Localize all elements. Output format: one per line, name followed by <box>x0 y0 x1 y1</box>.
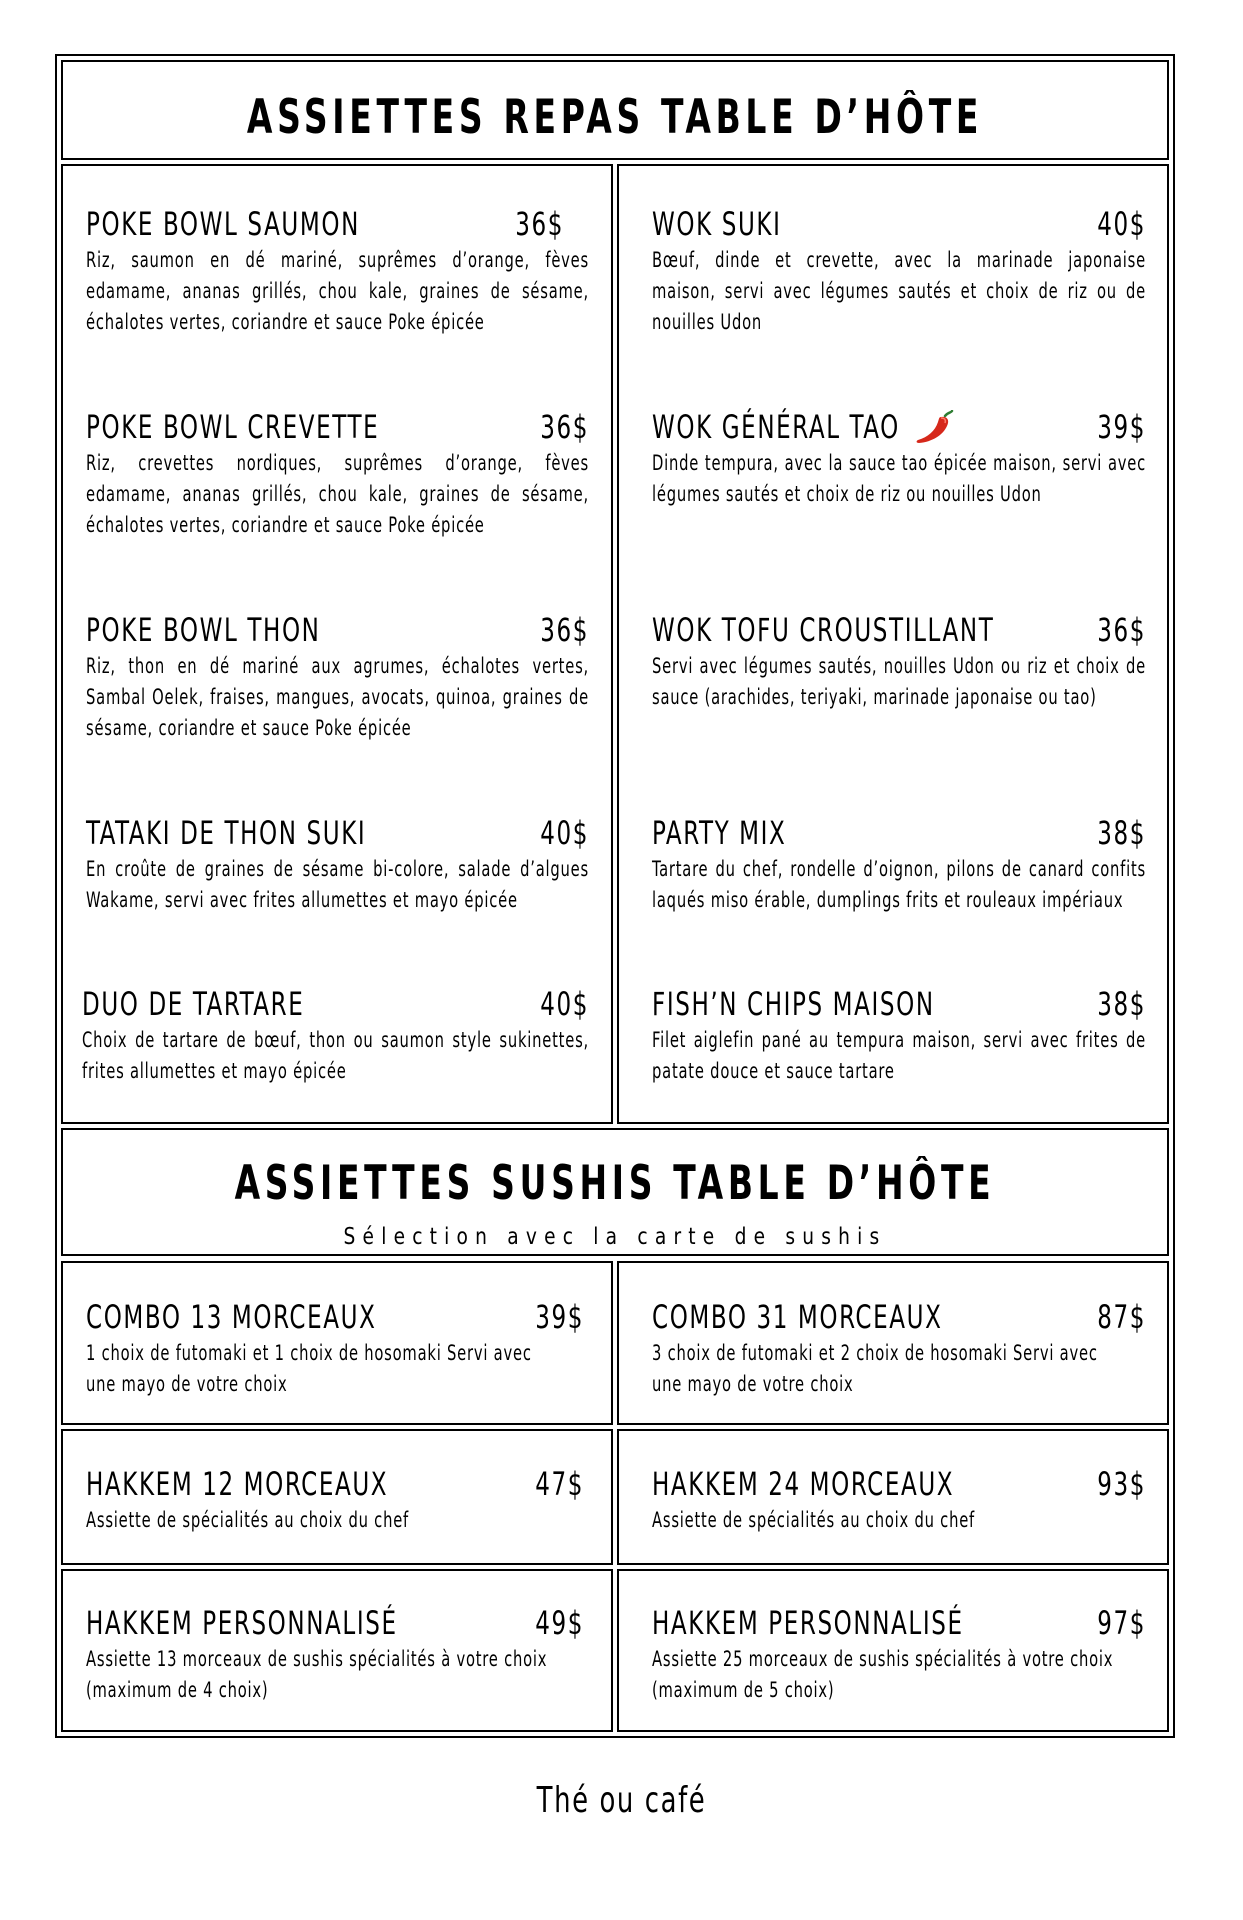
item-price: 40$ <box>540 814 589 852</box>
menu-item <box>652 611 1146 713</box>
item-price: 40$ <box>540 985 589 1023</box>
menu-item <box>652 814 1146 916</box>
section1-header <box>61 60 1169 160</box>
item-name: POKE BOWL THON <box>86 611 321 649</box>
item-description: Servi avec légumes sautés, nouilles Udon ou riz et choix de sauce (arachides, teriyaki, marinade japonaise ou tao) <box>652 654 1146 709</box>
item-description: Bœuf, dinde et crevette, avec la marinade japonaise maison, servi avec légumes sautés et choix de riz ou de nouilles Udon <box>652 248 1146 334</box>
menu-item <box>86 814 589 916</box>
menu-item <box>652 1604 1146 1706</box>
menu-item <box>86 1604 584 1706</box>
item-name: COMBO 13 MORCEAUX <box>86 1298 377 1336</box>
item-price: 36$ <box>515 205 564 243</box>
section1-title: ASSIETTES REPAS TABLE D’HÔTE <box>246 90 984 145</box>
item-description: Dinde tempura, avec la sauce tao épicée maison, servi avec légumes sautés et choix de riz ou nouilles Udon <box>652 451 1146 506</box>
section2-subtitle: Sélection avec la carte de sushis <box>343 1224 887 1250</box>
item-description: Filet aiglefin pané au tempura maison, servi avec frites de patate douce et sauce tartare <box>652 1028 1146 1083</box>
item-name: POKE BOWL SAUMON <box>86 205 360 243</box>
item-description: Assiette de spécialités au choix du chef <box>86 1508 410 1532</box>
item-price: 36$ <box>540 408 589 446</box>
item-price: 38$ <box>1097 985 1146 1023</box>
item-description: 3 choix de futomaki et 2 choix de hosomaki Servi avec une mayo de votre choix <box>652 1341 1098 1396</box>
item-price: 38$ <box>1097 814 1146 852</box>
item-price: 36$ <box>1097 611 1146 649</box>
item-price: 49$ <box>535 1604 584 1642</box>
item-description: Assiette 13 morceaux de sushis spécialités à votre choix (maximum de 4 choix) <box>86 1647 548 1702</box>
item-name: HAKKEM PERSONNALISÉ <box>86 1604 398 1642</box>
footer-note: Thé ou café <box>536 1780 707 1821</box>
item-name: HAKKEM PERSONNALISÉ <box>652 1604 964 1642</box>
item-name: PARTY MIX <box>652 814 787 852</box>
menu-item <box>652 985 1146 1087</box>
item-name: FISH’N CHIPS MAISON <box>652 985 935 1023</box>
menu-item <box>652 408 1146 510</box>
menu-item <box>652 1298 1146 1400</box>
item-description: Riz, thon en dé mariné aux agrumes, échalotes vertes, Sambal Oelek, fraises, mangues, avocats, quinoa, graines de sésame, coriandre et sauce Poke épicée <box>86 654 589 740</box>
chili-pepper-icon <box>914 410 954 446</box>
menu-item <box>652 1465 1146 1536</box>
item-price: 87$ <box>1097 1298 1146 1336</box>
item-name: WOK GÉNÉRAL TAO <box>652 408 900 446</box>
item-name: COMBO 31 MORCEAUX <box>652 1298 943 1336</box>
item-description: Riz, saumon en dé mariné, suprêmes d’orange, fèves edamame, ananas grillés, chou kale, graines de sésame, échalotes vertes, coriandre et sauce Poke épicée <box>86 248 589 334</box>
item-description: Choix de tartare de bœuf, thon ou saumon style sukinettes, frites allumettes et mayo épicée <box>82 1028 589 1083</box>
menu-item <box>86 1465 584 1536</box>
item-price: 47$ <box>535 1465 584 1503</box>
item-description: Tartare du chef, rondelle d’oignon, pilons de canard confits laqués miso érable, dumplings frits et rouleaux impériaux <box>652 857 1146 912</box>
item-name: HAKKEM 24 MORCEAUX <box>652 1465 955 1503</box>
menu-item <box>86 408 589 541</box>
item-description: Assiette 25 morceaux de sushis spécialités à votre choix (maximum de 5 choix) <box>652 1647 1114 1702</box>
item-description: En croûte de graines de sésame bi-colore, salade d’algues Wakame, servi avec frites allumettes et mayo épicée <box>86 857 589 912</box>
menu-item <box>86 1298 584 1400</box>
item-description: Assiette de spécialités au choix du chef <box>652 1508 976 1532</box>
item-description: 1 choix de futomaki et 1 choix de hosomaki Servi avec une mayo de votre choix <box>86 1341 532 1396</box>
item-price: 39$ <box>535 1298 584 1336</box>
item-name: DUO DE TARTARE <box>82 985 305 1023</box>
section2-header <box>61 1128 1169 1256</box>
item-price: 40$ <box>1097 205 1146 243</box>
item-name: HAKKEM 12 MORCEAUX <box>86 1465 389 1503</box>
menu-item <box>86 611 589 744</box>
section2-title: ASSIETTES SUSHIS TABLE D’HÔTE <box>234 1156 996 1211</box>
item-name: WOK TOFU CROUSTILLANT <box>652 611 995 649</box>
item-name: POKE BOWL CREVETTE <box>86 408 380 446</box>
menu-item <box>82 985 589 1087</box>
item-price: 36$ <box>540 611 589 649</box>
item-description: Riz, crevettes nordiques, suprêmes d’orange, fèves edamame, ananas grillés, chou kale, graines de sésame, échalotes vertes, coriandre et sauce Poke épicée <box>86 451 589 537</box>
item-price: 97$ <box>1097 1604 1146 1642</box>
item-price: 39$ <box>1097 408 1146 446</box>
menu-item <box>86 205 589 338</box>
menu-item <box>652 205 1146 338</box>
item-name: TATAKI DE THON SUKI <box>86 814 367 852</box>
item-price: 93$ <box>1097 1465 1146 1503</box>
item-name: WOK SUKI <box>652 205 782 243</box>
